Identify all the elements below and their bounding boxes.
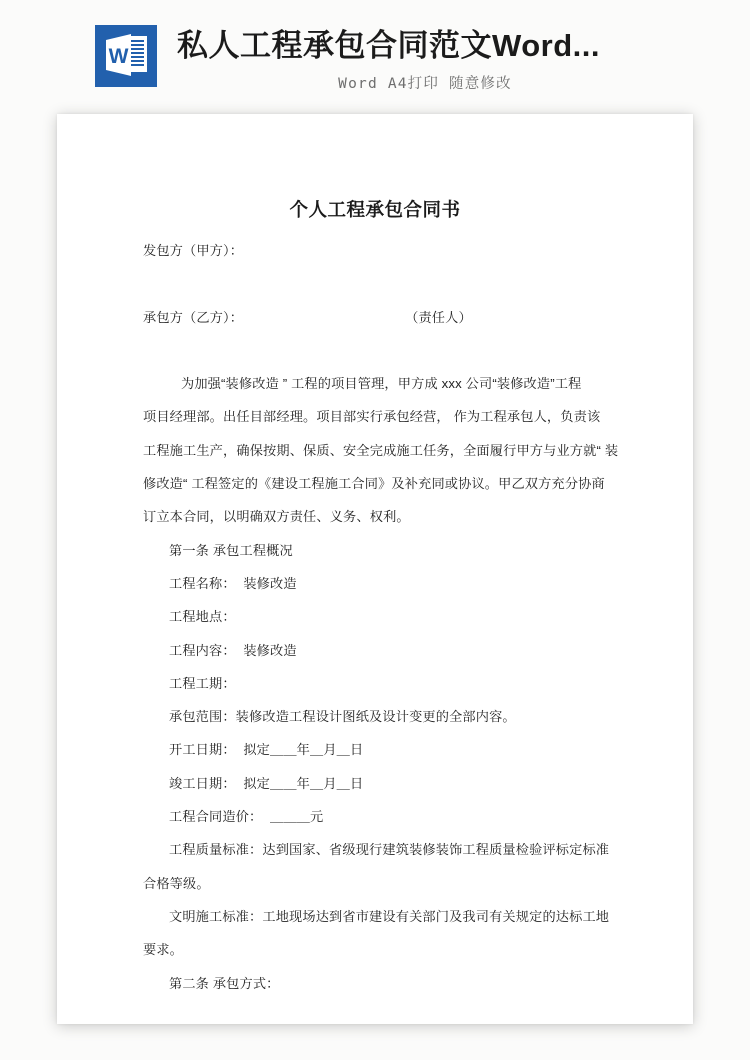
document-line: 工程内容： 装修改造 bbox=[169, 642, 297, 658]
document-heading: 个人工程承包合同书 bbox=[289, 199, 461, 220]
document-line: 承包范围：装修改造工程设计图纸及设计变更的全部内容。 bbox=[169, 709, 516, 725]
document-line bbox=[143, 267, 609, 300]
document-line-note: （责任人） bbox=[405, 309, 472, 325]
document-line: 工程质量标准：达到国家、省级现行建筑装修装饰工程质量检验评标定标准 bbox=[169, 842, 610, 858]
document-line: 承包方（乙方）： （责任人） bbox=[143, 301, 609, 334]
document-line: 要求。 bbox=[143, 942, 184, 958]
banner-content bbox=[95, 22, 675, 102]
document-line: 第一条 承包工程概况 bbox=[169, 542, 293, 558]
document-line: 第二条 承包方式： bbox=[169, 975, 280, 991]
document-line: 订立本合同，以明确双方责任、义务、权利。 bbox=[143, 509, 410, 525]
document-line: 竣工日期： 拟定＿＿年＿月＿日 bbox=[169, 775, 364, 791]
document-line: 工程地点： bbox=[169, 609, 236, 625]
document-page bbox=[57, 114, 693, 1024]
document-line: 文明施工标准：工地现场达到省市建设有关部门及我司有关规定的达标工地 bbox=[169, 908, 610, 924]
document-paragraph-list bbox=[143, 234, 619, 1000]
word-document-icon bbox=[95, 25, 157, 87]
document-line: 工程工期： bbox=[169, 675, 236, 691]
document-line: 工程施工生产，确保按期、保质、安全完成施工任务，全面履行甲方与业方就“ 装 bbox=[143, 442, 619, 458]
preview-header-banner bbox=[0, 0, 750, 114]
document-line bbox=[143, 334, 609, 367]
document-line: 修改造“ 工程签定的《建设工程施工合同》及补充同或协议。甲乙双方充分协商 bbox=[143, 476, 605, 492]
preview-title: 私人工程承包合同范文Word... bbox=[177, 28, 600, 63]
page-surface bbox=[57, 114, 693, 1024]
document-line: 工程合同造价： ＿＿＿元 bbox=[169, 809, 324, 825]
preview-subtitle: Word A4打印 随意修改 bbox=[338, 76, 512, 92]
document-line: 工程名称： 装修改造 bbox=[169, 575, 297, 591]
document-line: 合格等级。 bbox=[143, 875, 210, 891]
document-body bbox=[57, 114, 693, 1024]
document-line: 发包方（甲方）： bbox=[143, 243, 244, 258]
document-line: 为加强“装修改造 ” 工程的项目管理，甲方成 xxx 公司“装修改造”工程 bbox=[181, 376, 582, 392]
svg-text:W: W bbox=[108, 45, 129, 68]
document-line: 项目经理部。出任目部经理。项目部实行承包经营， 作为工程承包人，负责该 bbox=[143, 409, 601, 425]
document-line: 开工日期： 拟定＿＿年＿月＿日 bbox=[169, 742, 364, 758]
